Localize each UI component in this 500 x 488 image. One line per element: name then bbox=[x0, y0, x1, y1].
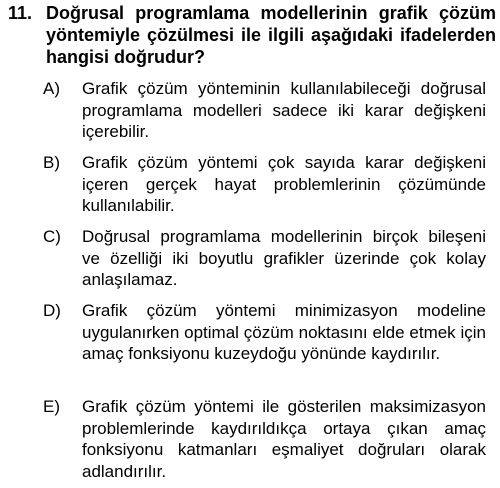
option-letter: A) bbox=[43, 79, 60, 98]
option-text: Grafik çözüm yöntemi çok sayıda karar değişkeni içeren gerçek hayat problemlerinin çözümünde kullanılabilir. bbox=[82, 153, 486, 215]
option-text: Grafik çözüm yöntemi minimizasyon modeline uygulanırken optimal çözüm noktasını elde etmek için amaç fonksiyonu kuzeydoğu yönünde kaydırılır. bbox=[82, 301, 486, 363]
option-text: Doğrusal programlama modellerinin birçok bileşeni ve özelliği iki boyutlu grafikler üzerinde çok kolay anlaşılamaz. bbox=[82, 227, 486, 289]
question-text: Doğrusal programlama modellerinin grafik çözüm yöntemiyle çözülmesi ile ilgili aşağıdaki ifadelerden hangisi doğrudur? bbox=[46, 3, 496, 67]
option-text: Grafik çözüm yöntemi ile gösterilen maksimizasyon problemlerinde kaydırıldıkça ortaya çıkan amaç fonksiyonu katmanları eşmaliyet doğruları olarak adlandırılır. bbox=[82, 397, 486, 481]
option-letter: C) bbox=[43, 227, 61, 246]
option-letter: B) bbox=[43, 153, 60, 172]
question-number: 11. bbox=[8, 3, 33, 23]
option-text: Grafik çözüm yönteminin kullanılabileceği doğrusal programlama modelleri sadece iki karar değişkeni içerebilir. bbox=[82, 79, 486, 141]
option-letter: E) bbox=[43, 397, 60, 416]
option-letter: D) bbox=[43, 301, 61, 320]
